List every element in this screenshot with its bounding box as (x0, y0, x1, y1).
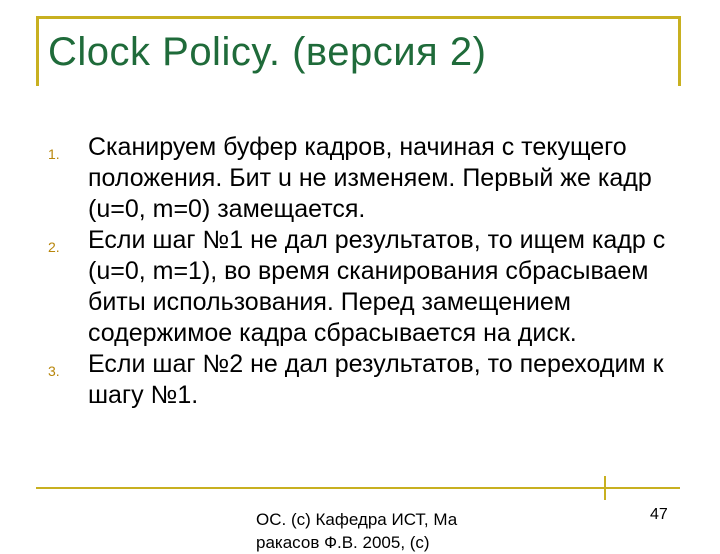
bottom-rule (36, 487, 680, 489)
list-item (48, 225, 688, 349)
top-rule (36, 16, 680, 19)
list-text: Если шаг №2 не дал результатов, то переходим к шагу №1. (88, 350, 664, 409)
footer-text: ОС. (с) Кафедра ИСТ, Ма ракасов Ф.В. 2005, (с) (256, 510, 458, 552)
list-number: 3. (48, 363, 60, 379)
page-number: 47 (650, 506, 668, 523)
list-text: Сканируем буфер кадров, начиная с текущего положения. Бит u не изменяем. Первый же кадр (u=0, m=0) замещается. (88, 133, 652, 223)
list-text: Если шаг №1 не дал результатов, то ищем кадр с (u=0, m=1), во время сканирования сбрасываем биты использования. Перед замещением содержимое кадра сбрасывается на диск. (88, 226, 666, 347)
list-item (48, 349, 688, 411)
list-number: 1. (48, 146, 60, 162)
left-rule (36, 16, 39, 86)
footer-divider (604, 476, 606, 500)
list-item (48, 132, 688, 225)
numbered-list (48, 132, 688, 411)
slide-title: Clock Policy. (версия 2) (48, 30, 487, 74)
list-number: 2. (48, 239, 60, 255)
right-rule (678, 16, 681, 86)
